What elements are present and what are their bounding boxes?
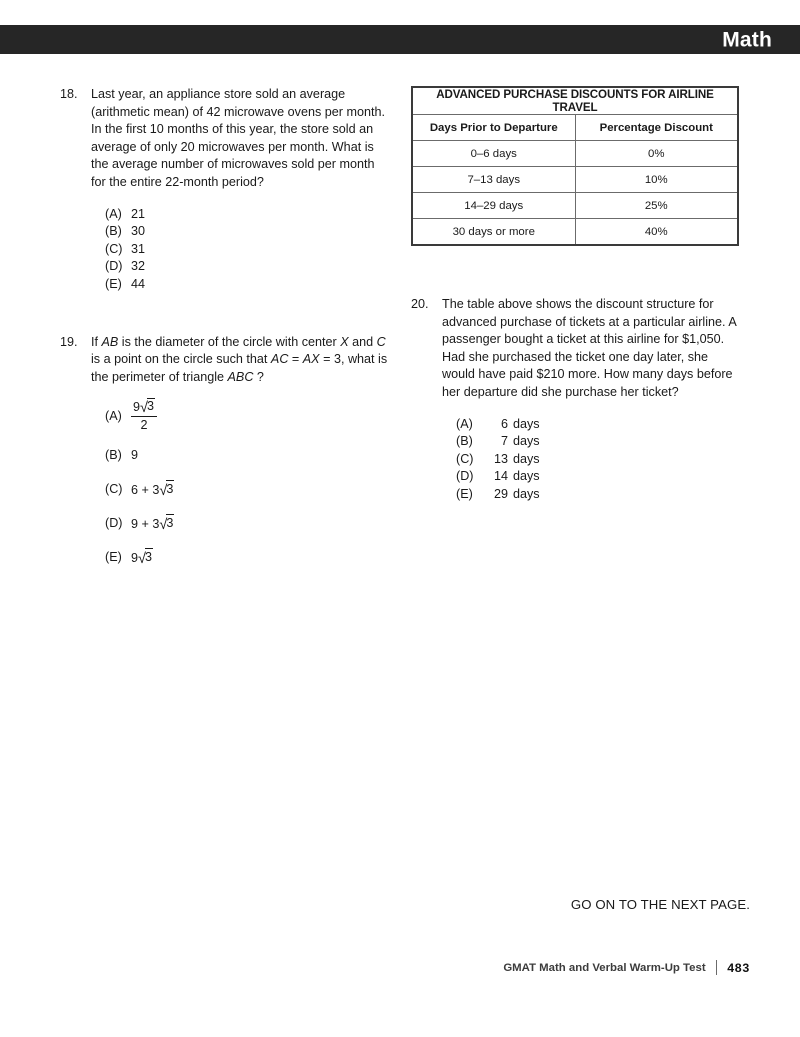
question-20-number: 20.: [411, 297, 429, 311]
page-header-band: [0, 25, 800, 54]
choice-18-d[interactable]: [105, 258, 390, 276]
q19-run-3: X: [340, 334, 349, 349]
radical-icon: [159, 515, 174, 534]
q19-run-10: = 3, what is the perimeter of triangle: [91, 352, 388, 384]
question-19-number: 19.: [60, 334, 78, 349]
choice-20-b[interactable]: [456, 433, 741, 451]
fraction-denominator: 2: [140, 417, 148, 432]
fraction-numerator: [131, 399, 157, 417]
choice-19-d[interactable]: [105, 514, 390, 534]
choice-text: 30: [131, 224, 146, 239]
table-caption-row: [412, 87, 738, 115]
radical-sign: √: [159, 516, 168, 533]
choice-19-e[interactable]: [105, 548, 390, 568]
choice-19-a[interactable]: [105, 400, 390, 433]
radical-sign: √: [138, 550, 146, 567]
choice-18-a[interactable]: [105, 206, 390, 224]
table-header-row: [412, 115, 738, 141]
airline-discount-table: [411, 86, 739, 246]
cell-discount-2: 25%: [575, 193, 738, 219]
choice-letter: (A): [105, 409, 122, 423]
choice-unit: days: [513, 469, 540, 484]
cell-days-1: 7–13 days: [412, 167, 575, 193]
go-on-notice: GO ON TO THE NEXT PAGE.: [570, 897, 750, 912]
choice-18-b[interactable]: [105, 223, 390, 241]
q19-run-6: is a point on the circle such that: [91, 352, 271, 367]
table-row: [412, 141, 738, 167]
cell-days-3: 30 days or more: [412, 219, 575, 246]
radical-icon: [140, 399, 155, 415]
q19-run-1: AB: [101, 334, 119, 349]
choice-text: 9: [131, 448, 139, 463]
cell-discount-1: 10%: [575, 167, 738, 193]
cell-days-0: 0–6 days: [412, 141, 575, 167]
choice-letter: (B): [105, 448, 122, 463]
choice-letter: (C): [105, 482, 123, 497]
choice-letter: (D): [105, 259, 123, 274]
choice-expression: [131, 515, 174, 534]
choice-unit: days: [513, 416, 540, 431]
choice-text: 31: [131, 241, 146, 256]
radical-sign: √: [140, 400, 148, 417]
footer-divider: [716, 960, 718, 975]
choice-text: 32: [131, 259, 146, 274]
question-18-choices: [105, 206, 390, 294]
radicand: 3: [166, 480, 174, 499]
choice-unit: days: [513, 434, 540, 449]
choice-unit: days: [513, 486, 540, 501]
question-20: [411, 296, 741, 504]
expression-lead: 6 + 3: [131, 482, 160, 497]
choice-expression: [131, 549, 153, 568]
question-20-text: [442, 296, 741, 402]
question-18: [60, 86, 390, 294]
q19-run-11: ABC: [227, 369, 254, 384]
choice-letter: (E): [105, 276, 122, 291]
q19-run-4: and: [348, 334, 377, 349]
table-row: [412, 167, 738, 193]
q19-run-0: If: [91, 334, 102, 349]
choice-letter: (E): [105, 550, 122, 565]
q19-run-12: ?: [253, 369, 264, 384]
q19-run-2: is the diameter of the circle with center: [118, 334, 341, 349]
question-19-text: [91, 334, 390, 387]
choice-19-b[interactable]: [105, 446, 390, 466]
radicand: 3: [166, 514, 174, 533]
question-18-number: 18.: [60, 87, 78, 101]
page-title: Math: [722, 28, 772, 51]
left-column: [60, 86, 390, 577]
choice-letter: (B): [105, 224, 122, 239]
choice-20-d[interactable]: [456, 468, 741, 486]
q19-run-8: =: [288, 352, 303, 367]
footer-book-title: GMAT Math and Verbal Warm-Up Test: [503, 961, 706, 974]
table-row: [412, 193, 738, 219]
radical-icon: [138, 549, 153, 568]
choice-expression: [131, 481, 174, 500]
question-19: [60, 334, 390, 569]
right-column: [411, 86, 741, 504]
choice-unit: days: [513, 451, 540, 466]
q19-run-7: AC: [270, 352, 289, 367]
choice-value: 29: [493, 486, 508, 501]
choice-letter: (D): [105, 516, 123, 531]
q19-run-5: C: [376, 334, 386, 349]
fraction-9root3-over-2: [131, 399, 157, 432]
question-20-choices: [456, 416, 741, 504]
question-19-choices: [105, 400, 390, 568]
radical-icon: [159, 481, 174, 500]
choice-expression: [131, 400, 157, 433]
column-header-percentage-discount: Percentage Discount: [575, 115, 738, 141]
choice-letter: (A): [105, 206, 122, 221]
question-20-text-run: The table above shows the discount structure for advanced purchase of tickets at a particular airline. A passenger bought a ticket at this airline for $1,050. Had she purchased the ticket one day later, she would have paid $210 more. How many days before her departure did she purchase her ticket?: [442, 297, 737, 399]
choice-18-e[interactable]: [105, 276, 390, 294]
choice-letter: (A): [456, 416, 473, 431]
choice-text: 44: [131, 276, 146, 291]
cell-discount-0: 0%: [575, 141, 738, 167]
choice-20-a[interactable]: [456, 416, 741, 434]
choice-value: 13: [493, 451, 508, 466]
cell-discount-3: 40%: [575, 219, 738, 246]
table-row: [412, 219, 738, 246]
choice-letter: (C): [105, 241, 123, 256]
choice-19-c[interactable]: [105, 480, 390, 500]
question-18-text-run: Last year, an appliance store sold an average (arithmetic mean) of 42 microwave ovens per month. In the first 10 months of this year, the store sold an average of only 20 microwaves per month. What is the average number of microwaves sold per month for the entire 22-month period?: [91, 87, 385, 189]
choice-value: 14: [493, 469, 508, 484]
page-footer: [503, 960, 750, 975]
choice-letter: (E): [456, 486, 473, 501]
choice-20-e[interactable]: [456, 486, 741, 504]
choice-letter: (D): [456, 469, 474, 484]
question-18-text: [91, 86, 390, 192]
column-header-days-prior: Days Prior to Departure: [412, 115, 575, 141]
numerator-coefficient: 9: [133, 400, 141, 415]
choice-letter: (B): [456, 434, 473, 449]
radical-sign: √: [159, 482, 168, 499]
choice-text: 21: [131, 206, 146, 221]
radicand: 3: [146, 399, 154, 414]
expression-lead: 9 + 3: [131, 516, 160, 531]
q19-run-9: AX: [302, 352, 320, 367]
expression-lead: 9: [131, 550, 139, 565]
choice-value: 6: [500, 416, 508, 431]
cell-days-2: 14–29 days: [412, 193, 575, 219]
choice-value: 7: [500, 434, 508, 449]
table-caption: ADVANCED PURCHASE DISCOUNTS FOR AIRLINE TRAVEL: [412, 87, 738, 115]
choice-18-c[interactable]: [105, 241, 390, 259]
choice-20-c[interactable]: [456, 451, 741, 469]
footer-page-number: 483: [727, 960, 750, 975]
radicand: 3: [145, 548, 153, 567]
choice-letter: (C): [456, 451, 474, 466]
